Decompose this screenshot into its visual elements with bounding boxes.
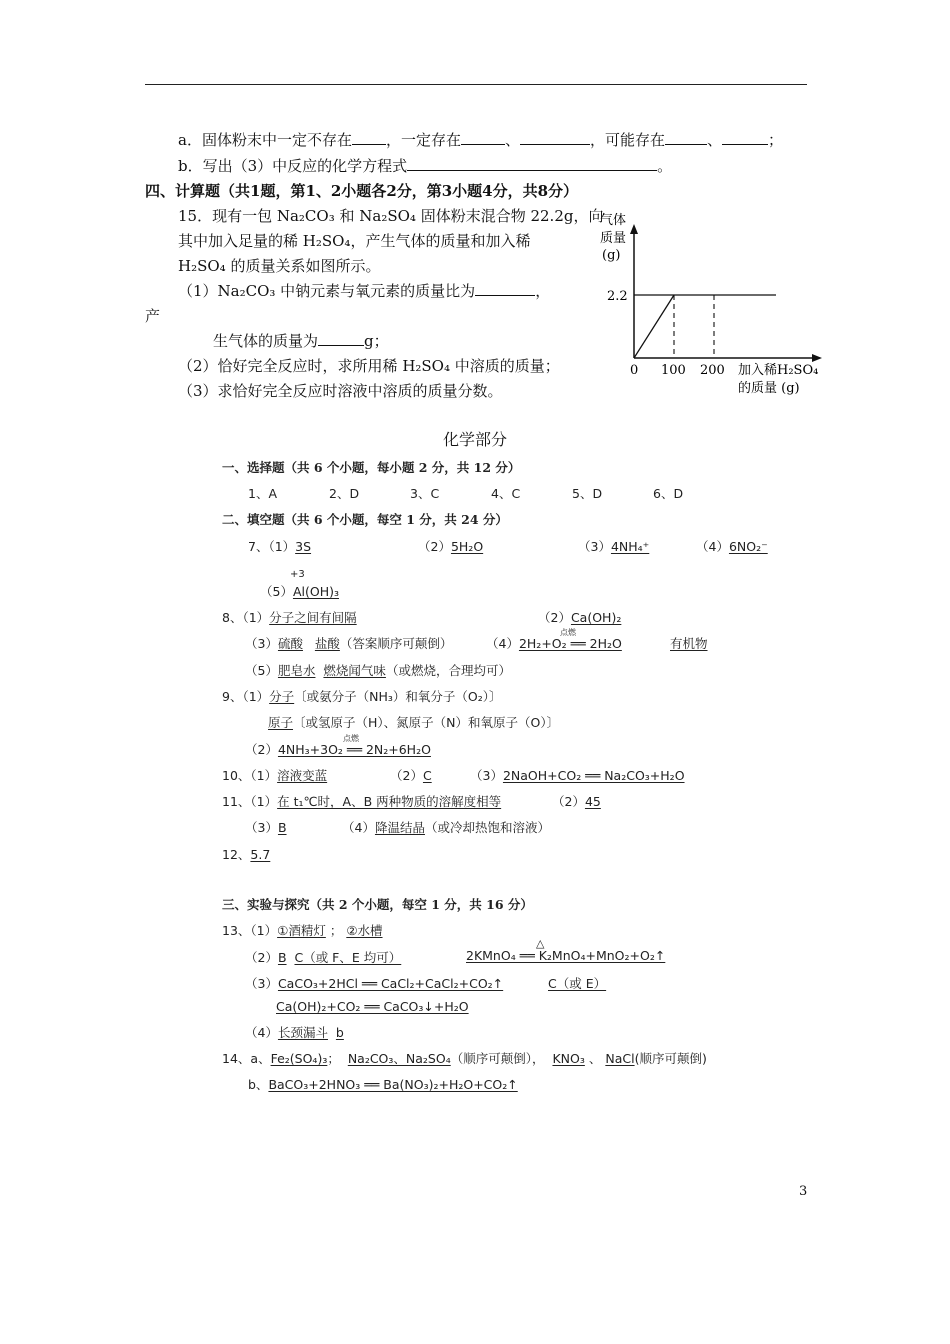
- mc-1: 1、A: [248, 486, 278, 501]
- rising-line: [634, 295, 674, 358]
- gas-mass-graph: [590, 200, 840, 405]
- ans-q14-a: 14、a、Fe₂(SO₄)₃； Na₂CO₃、Na₂SO₄（顺序可颠倒）， KNO₃ 、 NaCl(顺序可颠倒): [222, 1051, 707, 1066]
- ans-q8-4: （4）2H₂+O₂ ══ 2H₂O: [486, 636, 622, 651]
- ans-q8-3: （3）硫酸 盐酸（答案顺序可颠倒）: [245, 636, 453, 651]
- ans-q8-2: （2）Ca(OH)₂: [538, 610, 622, 625]
- x-tick-200: 200: [700, 363, 725, 378]
- x-axis-label: [738, 362, 818, 396]
- ans-q9-1b: 原子〔或氢原子（H）、氮原子（N）和氧原子（O）〕: [268, 715, 560, 730]
- ans-q7-1: 7、（1）3S: [248, 539, 312, 554]
- svg-text:加入稀H₂SO₄: 加入稀H₂SO₄: [738, 363, 819, 378]
- header-rule: [145, 84, 807, 85]
- ans-q7-5: （5）Al(OH)₃: [260, 584, 339, 599]
- answers-sec2: 二、填空题（共 6 个小题，每空 1 分，共 24 分）: [222, 512, 508, 527]
- x-tick-0: 0: [630, 363, 639, 378]
- ans-q8-4-condition: 点燃: [560, 628, 576, 637]
- mc-4: 4、C: [491, 486, 521, 501]
- answers-sec3: 三、实验与探究（共 2 个小题，每空 1 分，共 16 分）: [222, 897, 533, 912]
- ans-q8-4b: 有机物: [670, 636, 708, 651]
- svg-text:(g): (g): [602, 248, 621, 263]
- q15-line3: H₂SO₄ 的质量关系如图所示。: [178, 257, 381, 275]
- y-tick-2.2: 2.2: [607, 289, 628, 304]
- q14-line-a: a．固体粉末中一定不存在 ，一定存在 、 ，可能存在 、 ；: [178, 131, 784, 149]
- x-axis-arrow: [812, 354, 822, 362]
- ans-q8-1: 8、（1）分子之间有间隔: [222, 610, 357, 625]
- ans-q7-3: （3）4NH₄⁺: [578, 539, 650, 554]
- svg-text:气体: 气体: [600, 213, 627, 228]
- mc-5: 5、D: [572, 486, 603, 501]
- ans-q13-3: （3）CaCO₃+2HCl ══ CaCl₂+CaCl₂+CO₂↑: [245, 976, 504, 991]
- ans-q9-2: （2）4NH₃+3O₂ ══ 2N₂+6H₂O: [245, 742, 431, 757]
- ans-q13-3c: Ca(OH)₂+CO₂ ══ CaCO₃↓+H₂O: [276, 999, 469, 1014]
- ans-q11-2: （2）45: [552, 794, 601, 809]
- x-tick-100: 100: [661, 363, 686, 378]
- answers-sec1: 一、选择题（共 6 个小题，每小题 2 分，共 12 分）: [222, 460, 521, 475]
- ans-q10-1: 10、（1）溶液变蓝: [222, 768, 328, 783]
- ans-q10-2: （2）C: [390, 768, 432, 783]
- ans-q13-2b: 2KMnO₄ ══ K₂MnO₄+MnO₂+O₂↑: [466, 948, 666, 963]
- mc-2: 2、D: [329, 486, 360, 501]
- answers-title: 化学部分: [443, 430, 508, 449]
- q15-line2: 其中加入足量的稀 H₂SO₄，产生气体的质量和加入稀: [178, 232, 531, 250]
- ans-q11-3: （3）B: [245, 820, 287, 835]
- ans-q9-1: 9、（1）分子〔或氨分子（NH₃）和氧分子（O₂）〕: [222, 689, 502, 704]
- ans-q7-2: （2）5H₂O: [418, 539, 484, 554]
- ans-q8-5: （5）肥皂水 燃烧闻气味（或燃烧，合理均可）: [245, 663, 511, 678]
- q14-line-b: b．写出（3）中反应的化学方程式 。: [178, 157, 673, 175]
- y-axis-arrow: [630, 224, 638, 234]
- ans-q13-4: （4）长颈漏斗 b: [245, 1025, 344, 1040]
- y-axis-label: [600, 212, 626, 263]
- svg-text:的质量 (g): 的质量 (g): [738, 381, 800, 396]
- ans-q10-3: （3）2NaOH+CO₂ ══ Na₂CO₃+H₂O: [470, 768, 685, 783]
- q15-part3: （3）求恰好完全反应时溶液中溶质的质量分数。: [178, 382, 503, 400]
- ans-q11-4: （4）降温结晶（或冷却热饱和溶液）: [342, 820, 550, 835]
- ans-q14-b: b、BaCO₃+2HNO₃ ══ Ba(NO₃)₂+H₂O+CO₂↑: [248, 1077, 518, 1092]
- q15-line1: 15．现有一包 Na₂CO₃ 和 Na₂SO₄ 固体粉末混合物 22.2g，向: [178, 207, 604, 225]
- page-number: 3: [799, 1184, 808, 1199]
- q15-part1-wrap-char: 产: [145, 307, 161, 325]
- svg-text:质量: 质量: [600, 231, 627, 246]
- ans-q13-2: （2）B C（或 F、E 均可）: [245, 950, 402, 965]
- ans-q13-2-condition: △: [536, 937, 545, 950]
- ans-q12: 12、5.7: [222, 847, 271, 862]
- ans-q7-4: （4）6NO₂⁻: [696, 539, 768, 554]
- section4-title: 四、计算题（共1题，第1、2小题各2分，第3小题4分，共8分）: [145, 182, 579, 200]
- mc-3: 3、C: [410, 486, 440, 501]
- q15-part2: （2）恰好完全反应时，求所用稀 H₂SO₄ 中溶质的质量；: [178, 357, 560, 375]
- ans-q7-5-valence: +3: [290, 569, 305, 580]
- q15-part1: （1）Na₂CO₃ 中钠元素与氧元素的质量比为 ，: [178, 282, 551, 300]
- q15-part1-cont: 生气体的质量为 g；: [213, 332, 389, 350]
- ans-q13-1: 13、（1）①酒精灯 ； ②水槽: [222, 923, 383, 938]
- mc-6: 6、D: [653, 486, 684, 501]
- ans-q11-1: 11、（1）在 t₁℃时，A、B 两种物质的溶解度相等: [222, 794, 502, 809]
- ans-q13-3b: C（或 E）: [548, 976, 607, 991]
- ans-q9-2-condition: 点燃: [343, 734, 359, 743]
